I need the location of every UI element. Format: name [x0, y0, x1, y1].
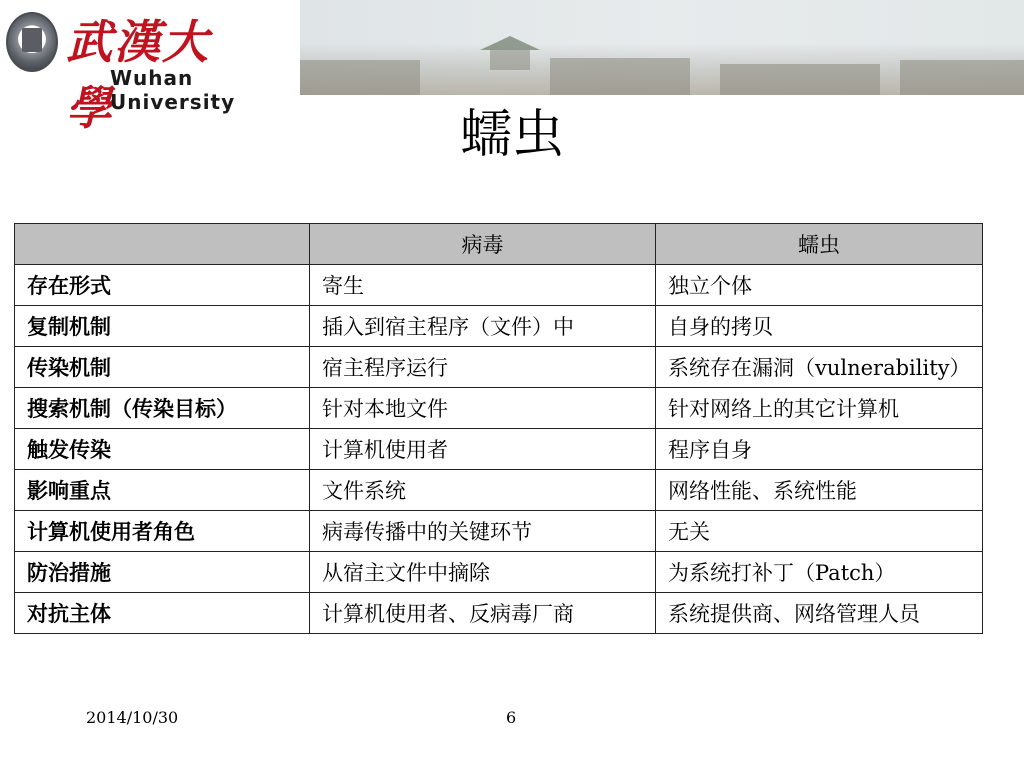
virus-cell: 插入到宿主程序（文件）中 — [310, 306, 656, 347]
worm-cell: 自身的拷贝 — [656, 306, 983, 347]
pavilion-roof — [480, 36, 540, 50]
row-label: 复制机制 — [15, 306, 310, 347]
logo-area — [0, 0, 300, 135]
building-silhouette — [900, 60, 1024, 95]
slide-title: 蠕虫 — [459, 105, 564, 165]
logo-chinese: 武漢大學 — [66, 15, 210, 135]
row-label: 存在形式 — [15, 265, 310, 306]
campus-scene-image — [300, 0, 1024, 95]
row-label: 计算机使用者角色 — [15, 511, 310, 552]
worm-cell: 程序自身 — [656, 429, 983, 470]
table-row — [15, 265, 983, 306]
logo-english: Wuhan University — [110, 66, 236, 114]
table-row — [15, 388, 983, 429]
table-row — [15, 429, 983, 470]
virus-cell: 宿主程序运行 — [310, 347, 656, 388]
comparison-table — [14, 223, 983, 634]
table-header-row — [15, 224, 983, 265]
virus-cell: 计算机使用者 — [310, 429, 656, 470]
building-silhouette — [300, 60, 420, 95]
table-row — [15, 511, 983, 552]
row-label: 影响重点 — [15, 470, 310, 511]
worm-cell: 为系统打补丁（Patch） — [656, 552, 983, 593]
virus-cell: 计算机使用者、反病毒厂商 — [310, 593, 656, 634]
row-label: 传染机制 — [15, 347, 310, 388]
virus-cell: 针对本地文件 — [310, 388, 656, 429]
row-label: 搜索机制（传染目标） — [15, 388, 310, 429]
column-header-worm: 蠕虫 — [656, 224, 983, 265]
virus-cell: 病毒传播中的关键环节 — [310, 511, 656, 552]
building-silhouette — [490, 50, 530, 70]
worm-cell: 网络性能、系统性能 — [656, 470, 983, 511]
table-row — [15, 593, 983, 634]
column-header-virus: 病毒 — [310, 224, 656, 265]
row-label: 对抗主体 — [15, 593, 310, 634]
row-label: 防治措施 — [15, 552, 310, 593]
worm-cell: 无关 — [656, 511, 983, 552]
worm-cell: 独立个体 — [656, 265, 983, 306]
row-label: 触发传染 — [15, 429, 310, 470]
table-row — [15, 306, 983, 347]
building-silhouette — [550, 58, 690, 95]
footer-date: 2014/10/30 — [86, 708, 179, 727]
table-row — [15, 552, 983, 593]
column-header-blank — [15, 224, 310, 265]
worm-cell: 针对网络上的其它计算机 — [656, 388, 983, 429]
page-number: 6 — [506, 708, 517, 727]
virus-cell: 从宿主文件中摘除 — [310, 552, 656, 593]
university-seal-icon — [6, 12, 58, 72]
building-silhouette — [720, 64, 880, 95]
virus-cell: 文件系统 — [310, 470, 656, 511]
table-row — [15, 347, 983, 388]
worm-cell: 系统存在漏洞（vulnerability） — [656, 347, 983, 388]
virus-cell: 寄生 — [310, 265, 656, 306]
seal-building-shape — [22, 28, 42, 52]
table-row — [15, 470, 983, 511]
worm-cell: 系统提供商、网络管理人员 — [656, 593, 983, 634]
